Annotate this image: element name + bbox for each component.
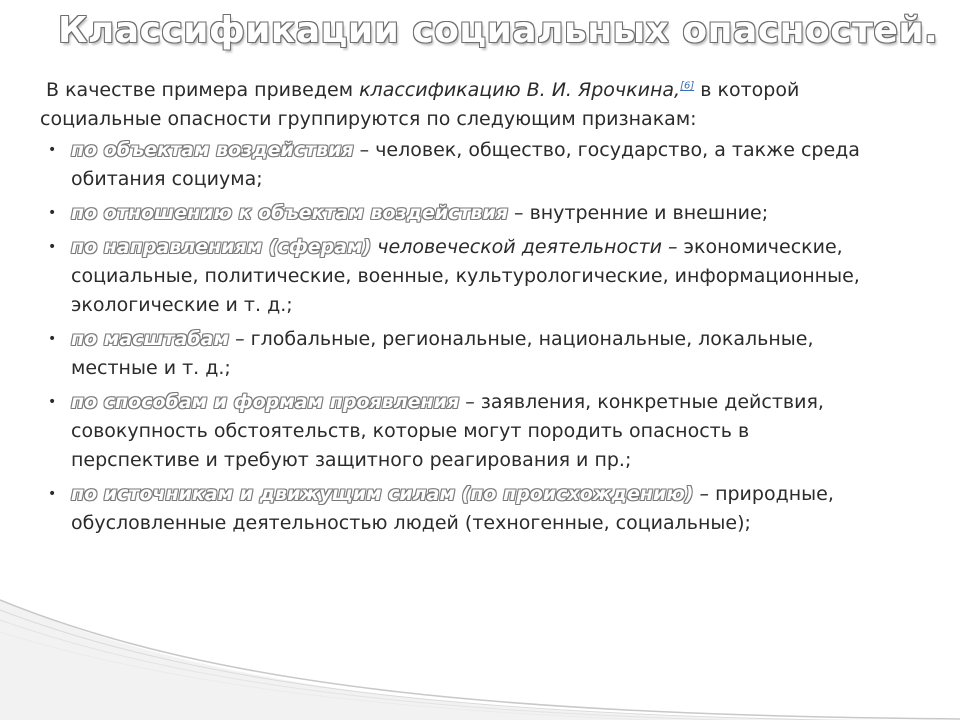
list-item bbox=[40, 136, 882, 194]
slide-title: Классификации социальных опасностей. bbox=[58, 10, 939, 51]
criterion-label: по объектам воздействия bbox=[71, 139, 354, 161]
criterion-label: по масштабам bbox=[71, 328, 230, 350]
intro-text-start: В качестве примера приведем bbox=[46, 79, 360, 101]
criterion-description: природные, обусловленные деятельностью людей (техногенные, социальные); bbox=[71, 483, 834, 534]
criterion-description: – человек, общество, государство, а также среда обитания социума; bbox=[71, 139, 860, 190]
criterion-label: по отношению к объектам воздействия bbox=[71, 202, 508, 224]
list-item bbox=[40, 233, 882, 320]
criterion-description: – внутренние и внешние; bbox=[507, 202, 769, 224]
bullet-icon: • bbox=[48, 486, 57, 502]
reference-link[interactable]: [6] bbox=[680, 80, 695, 92]
criterion-description: – глобальные, региональные, национальные, локальные, местные и т. д.; bbox=[71, 328, 814, 379]
bullet-icon: • bbox=[48, 142, 57, 158]
criterion-label: по направлениям (сферам) bbox=[71, 236, 372, 258]
criterion-tail: человеческой деятельности – bbox=[371, 236, 678, 258]
list-item bbox=[40, 325, 882, 383]
bullet-icon: • bbox=[48, 331, 57, 347]
criterion-tail: – bbox=[693, 483, 710, 505]
criterion-label: по способам и формам проявления bbox=[71, 391, 460, 413]
citation-text: классификацию В. И. Ярочкина, bbox=[359, 79, 681, 101]
list-item bbox=[40, 199, 882, 228]
list-item bbox=[40, 480, 882, 538]
criterion-description: экономические, социальные, политические, военные, культурологические, информационные, экологические и т. д.; bbox=[71, 236, 860, 316]
intro-paragraph bbox=[40, 76, 882, 134]
classification-list bbox=[40, 136, 882, 538]
decorative-lines bbox=[0, 560, 960, 720]
slide-body bbox=[40, 76, 882, 543]
bullet-icon: • bbox=[48, 239, 57, 255]
criterion-label: по источникам и движущим силам (по происхождению) bbox=[71, 483, 694, 505]
criterion-description: – заявления, конкретные действия, совокупность обстоятельств, которые могут породить опасность в перспективе и требуют защитного реагирования и пр.; bbox=[71, 391, 824, 471]
bullet-icon: • bbox=[48, 394, 57, 410]
bullet-icon: • bbox=[48, 205, 57, 221]
intro-text-end: в которой социальные опасности группируются по следующим признакам: bbox=[40, 79, 800, 130]
list-item bbox=[40, 388, 882, 475]
